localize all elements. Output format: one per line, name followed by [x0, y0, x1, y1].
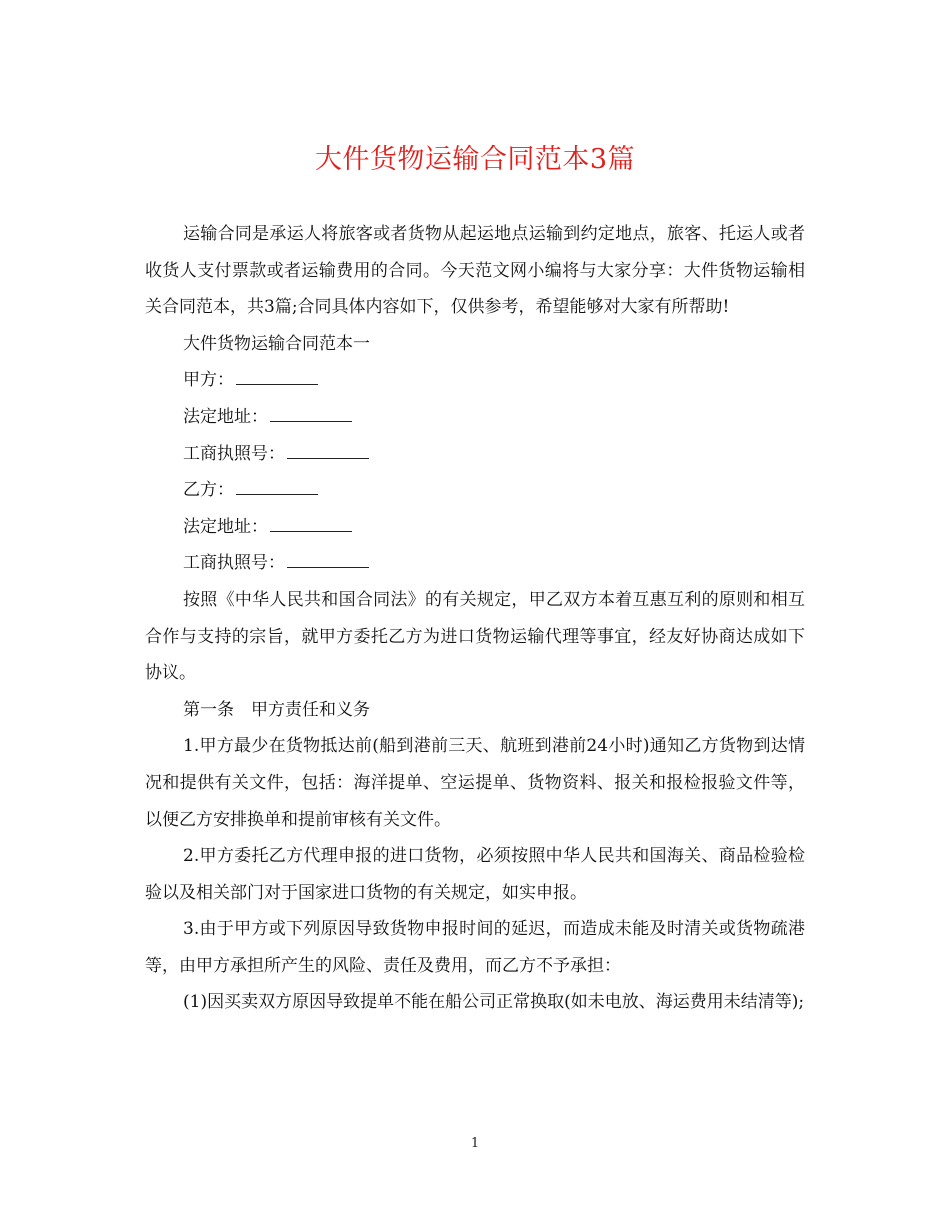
party-b-license-label: 工商执照号： — [183, 553, 285, 574]
party-a-address-label: 法定地址： — [183, 406, 268, 427]
party-a-license-blank — [287, 444, 369, 459]
party-a-license-field — [183, 436, 805, 473]
preamble-paragraph: 按照《中华人民共和国合同法》的有关规定，甲乙双方本着互惠互利的原则和相互合作与支持的宗旨，就甲方委托乙方为进口货物运输代理等事宜，经友好协商达成如下协议。 — [145, 589, 805, 684]
party-b-address-field — [183, 509, 805, 546]
clause-3: 3.由于甲方或下列原因导致货物申报时间的延迟，而造成未能及时清关或货物疏港等，由甲方承担所产生的风险、责任及费用，而乙方不予承担： — [145, 919, 805, 976]
party-b-address-label: 法定地址： — [183, 516, 268, 537]
clause-3-item-1: (1)因买卖双方原因导致提单不能在船公司正常换取(如未电放、海运费用未结清等); — [183, 992, 805, 1013]
party-b-address-blank — [270, 517, 352, 532]
party-b-blank — [236, 480, 318, 495]
party-a-address-field — [183, 399, 805, 436]
document-title: 大件货物运输合同范本3篇 — [314, 144, 636, 175]
document-body — [145, 216, 805, 1021]
party-a-label: 甲方： — [183, 370, 234, 391]
party-b-license-field — [183, 545, 805, 582]
clause-1: 1.甲方最少在货物抵达前(船到港前三天、航班到港前24小时)通知乙方货物到达情况和提供有关文件，包括：海洋提单、空运提单、货物资料、报关和报检报验文件等，以便乙方安排换单和提前审核有关文件。 — [145, 736, 805, 830]
party-a-blank — [236, 370, 318, 385]
party-b-license-blank — [287, 553, 369, 568]
party-b-label: 乙方： — [183, 480, 234, 501]
party-a-field — [183, 362, 805, 399]
page-number: 1 — [470, 1136, 480, 1151]
party-a-license-label: 工商执照号： — [183, 443, 285, 464]
intro-paragraph: 运输合同是承运人将旅客或者货物从起运地点运输到约定地点，旅客、托运人或者收货人支付票款或者运输费用的合同。今天范文网小编将与大家分享：大件货物运输相关合同范本，共3篇;合同具体内容如下，仅供参考，希望能够对大家有所帮助! — [145, 224, 805, 318]
party-b-field — [183, 472, 805, 509]
clause-2: 2.甲方委托乙方代理申报的进口货物，必须按照中华人民共和国海关、商品检验检验以及相关部门对于国家进口货物的有关规定，如实申报。 — [145, 846, 805, 903]
section-heading: 大件货物运输合同范本一 — [183, 333, 370, 354]
article-1-heading: 第一条 甲方责任和义务 — [183, 699, 370, 720]
party-a-address-blank — [270, 407, 352, 422]
